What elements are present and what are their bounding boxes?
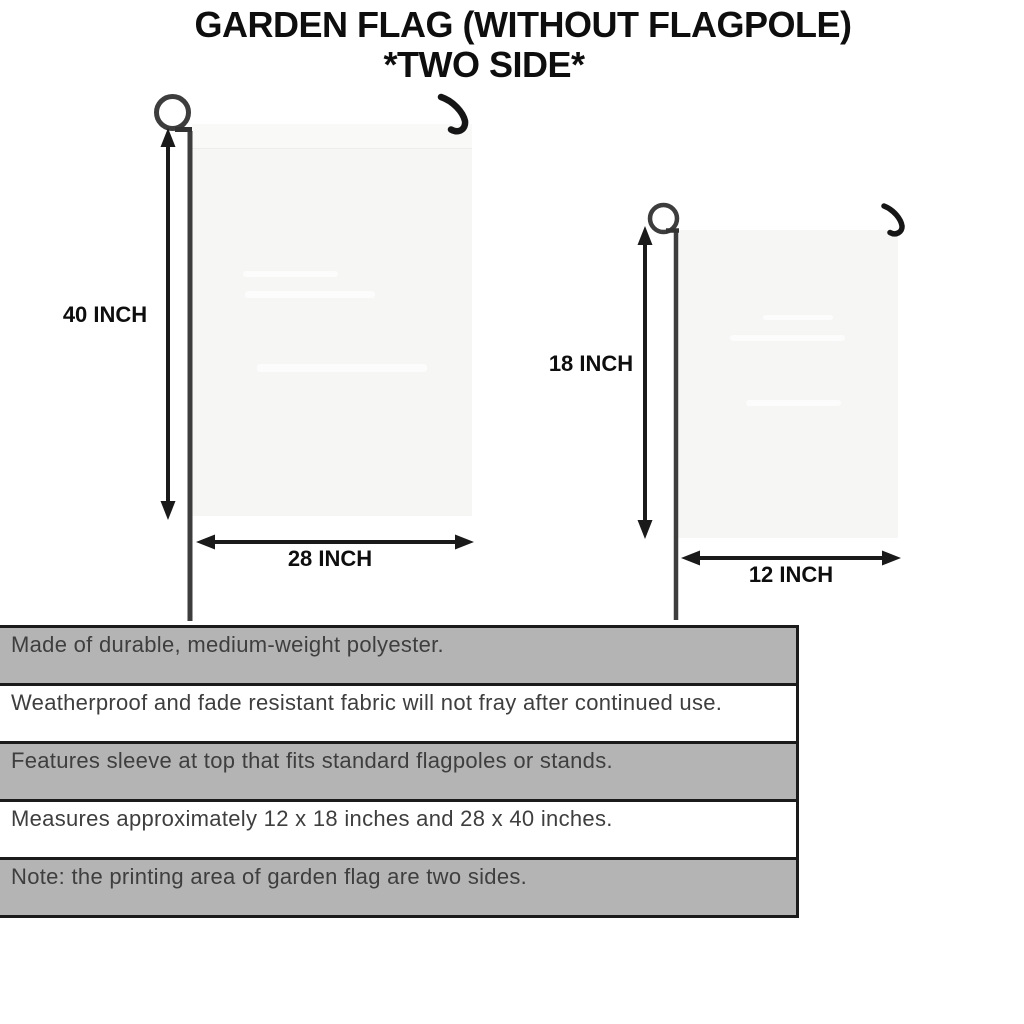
flag-print-smudge — [746, 400, 841, 406]
arrowhead-up-icon — [161, 128, 176, 147]
width-label-small: 12 INCH — [748, 562, 834, 587]
flag-print-smudge — [257, 364, 427, 372]
flag-print-smudge — [763, 315, 833, 320]
arrowhead-right-icon — [882, 551, 901, 566]
large-flag — [192, 124, 472, 516]
arrowhead-right-icon — [455, 535, 474, 550]
arrowhead-down-icon — [161, 501, 176, 520]
feature-row-material: Made of durable, medium-weight polyester. — [0, 628, 796, 686]
width-label-large: 28 INCH — [287, 546, 373, 571]
feature-row-note: Note: the printing area of garden flag are two sides. — [0, 860, 796, 915]
pole-loop-icon — [650, 205, 677, 232]
feature-table — [0, 625, 799, 918]
flag-print-smudge — [245, 291, 375, 298]
arrowhead-up-icon — [638, 226, 653, 245]
flag-print-smudge — [730, 335, 845, 341]
arrowhead-down-icon — [638, 520, 653, 539]
page-subtitle: *TWO SIDE* — [383, 44, 585, 85]
feature-row-weatherproof: Weatherproof and fade resistant fabric will not fray after continued use. — [0, 686, 796, 744]
page-title: GARDEN FLAG (WITHOUT FLAGPOLE) — [194, 4, 852, 45]
feature-row-measures: Measures approximately 12 x 18 inches and 28 x 40 inches. — [0, 802, 796, 860]
arrowhead-left-icon — [681, 551, 700, 566]
arrowhead-left-icon — [196, 535, 215, 550]
height-label-large: 40 INCH — [62, 302, 148, 327]
flag-print-smudge — [243, 271, 338, 277]
pole-loop-icon — [157, 97, 189, 129]
height-label-small: 18 INCH — [548, 351, 634, 376]
small-flag — [678, 230, 898, 538]
feature-row-sleeve: Features sleeve at top that fits standard flagpoles or stands. — [0, 744, 796, 802]
large-flag-sleeve — [192, 124, 472, 149]
